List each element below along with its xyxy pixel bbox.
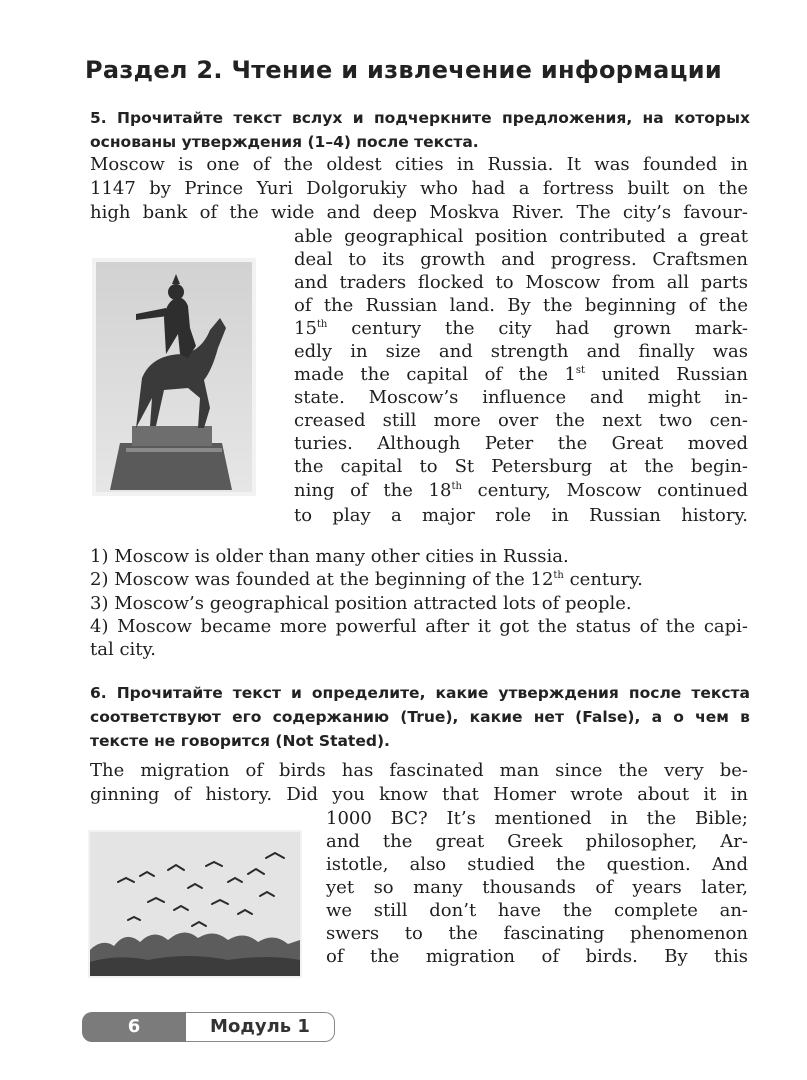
task5-instruction-line: 5. Прочитайте текст вслух и подчеркните предложения, на которых <box>90 109 750 127</box>
task5-text-line: state. Moscow’s influence and might in- <box>294 387 748 408</box>
section-heading: Раздел 2. Чтение и извлечение информации <box>85 56 722 84</box>
page-number: 6 <box>82 1012 186 1042</box>
task5-text-line: creased still more over the next two cen- <box>294 410 748 431</box>
task6-instruction-line: соответствуют его содержанию (True), какие нет (False), а о чем в <box>90 708 750 726</box>
monument-photo <box>92 258 256 496</box>
statement: tal city. <box>90 639 157 660</box>
task6-text-line: of the migration of birds. By this <box>326 946 748 967</box>
superscript: st <box>575 365 586 376</box>
task5-text-line: to play a major role in Russian history. <box>294 505 748 526</box>
page-footer <box>82 1012 338 1042</box>
module-label: Модуль 1 <box>186 1012 335 1042</box>
task5-text-line: high bank of the wide and deep Moskva River. The city’s favour- <box>90 202 748 223</box>
task5-text-line: edly in size and strength and finally was <box>294 341 748 362</box>
birds-photo <box>88 830 302 978</box>
monument-illustration <box>92 258 256 496</box>
task5-text-line: deal to its growth and progress. Craftsmen <box>294 249 748 270</box>
superscript: th <box>553 570 564 581</box>
task6-text-line: istotle, also studied the question. And <box>326 854 748 875</box>
statement: 3) Moscow’s geographical position attracted lots of people. <box>90 593 632 614</box>
task5-text-line: 1147 by Prince Yuri Dolgorukiy who had a fortress built on the <box>90 178 748 199</box>
statement: 1) Moscow is older than many other cities in Russia. <box>90 546 569 567</box>
task5-instruction-line: основаны утверждения (1–4) после текста. <box>90 133 479 151</box>
task5-text-line: made the capital of the 1st united Russian <box>294 364 748 385</box>
superscript: th <box>316 319 328 330</box>
task5-text-line: turies. Although Peter the Great moved <box>294 433 748 454</box>
task5-text-line: and traders flocked to Moscow from all parts <box>294 272 748 293</box>
task5-instruction <box>90 106 750 154</box>
task6-text-line: ginning of history. Did you know that Homer wrote about it in <box>90 784 748 805</box>
task6-text-line: we still don’t have the complete an- <box>326 900 748 921</box>
task5-text-line: the capital to St Petersburg at the begin- <box>294 456 748 477</box>
task6-text-line: and the great Greek philosopher, Ar- <box>326 831 748 852</box>
task6-instruction-line: 6. Прочитайте текст и определите, какие утверждения после текста <box>90 684 750 702</box>
statement: 4) Moscow became more powerful after it got the status of the capi- <box>90 616 748 637</box>
task5-text-line: 15th century the city had grown mark- <box>294 318 748 339</box>
task6-instruction-line: тексте не говорится (Not Stated). <box>90 732 390 750</box>
task6-text-line: 1000 BC? It’s mentioned in the Bible; <box>326 808 748 829</box>
task6-instruction <box>90 681 750 753</box>
task6-text-line: The migration of birds has fascinated man since the very be- <box>90 760 748 781</box>
superscript: th <box>451 481 462 492</box>
task5-text-line: able geographical position contributed a great <box>294 226 748 247</box>
task6-text-line: swers to the fascinating phenomenon <box>326 923 748 944</box>
birds-illustration <box>88 830 302 978</box>
task5-text-line: Moscow is one of the oldest cities in Russia. It was founded in <box>90 154 748 175</box>
task6-text-line: yet so many thousands of years later, <box>326 877 748 898</box>
statement: 2) Moscow was founded at the beginning of the 12th century. <box>90 569 643 590</box>
task5-text-line: of the Russian land. By the beginning of the <box>294 295 748 316</box>
task5-text-line: ning of the 18th century, Moscow continued <box>294 480 748 501</box>
